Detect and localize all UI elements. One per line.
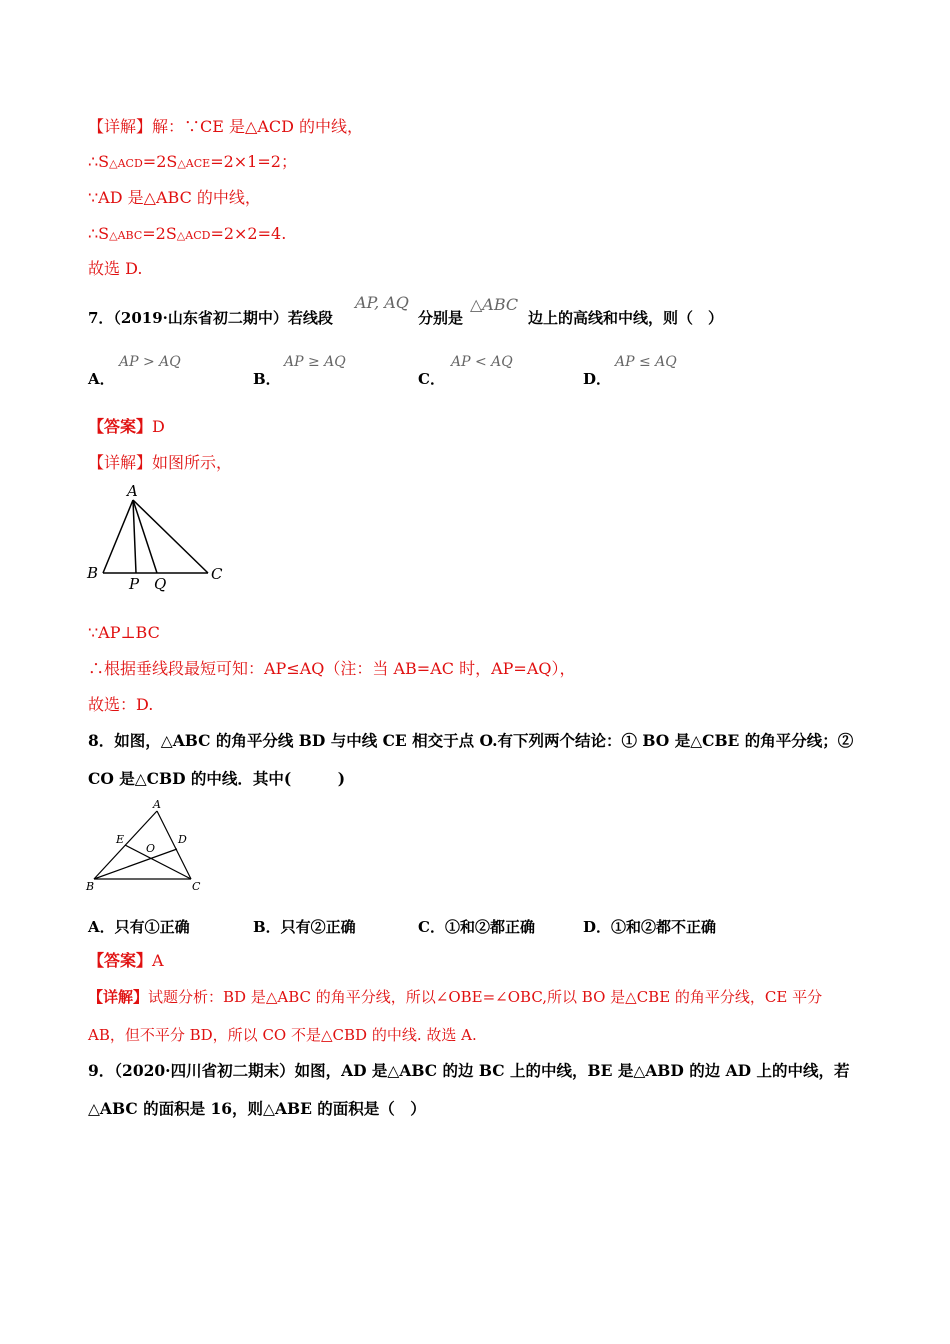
q7-fig-label-b: B — [87, 564, 99, 582]
q8-fig-label-e: E — [116, 833, 125, 846]
q7-option-a: A． — [88, 370, 115, 388]
q7-option-c-math: AP < AQ — [451, 354, 513, 370]
q7-figure-triangle — [84, 480, 234, 595]
q7-option-b-math: AP ≥ AQ — [284, 354, 346, 370]
q9-stem-line2: △ABC 的面积是 16，则△ABE 的面积是（ ） — [88, 1099, 426, 1118]
q7-math-triangle: △ABC — [470, 295, 519, 314]
q8-option-a: A．只有①正确 — [88, 918, 190, 936]
q7-option-b: B． — [253, 370, 281, 388]
q6-solution-line5: 故选 D. — [88, 259, 143, 278]
q7-option-a-math: AP > AQ — [119, 354, 181, 370]
q8-option-c: C．①和②都正确 — [418, 918, 535, 936]
q7-answer-tag: 【答案】 — [88, 417, 153, 436]
q8-detail-tag: 【详解】 — [88, 988, 149, 1006]
q7-fig-label-p: P — [129, 575, 140, 593]
q7-solution-1: ∵AP⊥BC — [88, 623, 160, 642]
q7-option-c: C． — [418, 370, 445, 388]
q7-detail: 【详解】如图所示， — [88, 453, 233, 472]
q6-solution-line1: 【详解】解：∵CE 是△ACD 的中线， — [88, 117, 364, 136]
q6-l4-a: ∴S — [88, 224, 110, 243]
q8-answer-tag: 【答案】 — [88, 951, 153, 970]
q6-l4-c: =2×2=4. — [210, 224, 287, 243]
q8-detail-text1: 试题分析：BD 是△ABC 的角平分线，所以∠OBE=∠OBC,所以 BO 是△CBE 的角平分线，CE 平分 — [148, 988, 823, 1006]
q8-fig-label-o: O — [146, 842, 156, 855]
q7-option-d-math: AP ≤ AQ — [615, 354, 677, 370]
q8-fig-label-a: A — [153, 798, 161, 811]
q7-stem-a: 7．（2019·山东省初二期中）若线段 — [88, 309, 333, 327]
q8-option-d: D．①和②都不正确 — [583, 918, 717, 936]
q8-fig-label-d: D — [178, 833, 187, 846]
q6-solution-line4 — [88, 224, 286, 246]
q8-detail-line2: AB，但不平分 BD，所以 CO 不是△CBD 的中线. 故选 A. — [88, 1026, 477, 1044]
q8-figure-triangle — [84, 796, 214, 896]
q8-answer-value: A — [152, 951, 164, 970]
q7-answer — [88, 417, 165, 437]
q6-l4-b: =2S — [142, 224, 177, 243]
q7-fig-label-c: C — [211, 565, 223, 583]
q7-answer-value: D — [152, 417, 165, 436]
q8-answer — [88, 951, 164, 971]
q6-l2-a: ∴S — [88, 152, 110, 171]
q7-solution-3: 故选：D. — [88, 695, 154, 714]
q6-l2-sub2: △ACE — [177, 157, 211, 170]
q7-stem-c: 边上的高线和中线，则（ ） — [528, 309, 724, 327]
q8-option-b: B．只有②正确 — [253, 918, 356, 936]
q8-detail-line1 — [88, 987, 822, 1007]
q8-stem-line1: 8．如图，△ABC 的角平分线 BD 与中线 CE 相交于点 O.有下列两个结论：① BO 是△CBE 的角平分线；② — [88, 731, 854, 750]
q7-math-ap-aq: AP, AQ — [355, 293, 409, 312]
q7-fig-label-a: A — [127, 482, 138, 500]
q8-stem-line2: CO 是△CBD 的中线．其中( ) — [88, 769, 346, 788]
q7-option-d: D． — [583, 370, 612, 388]
q8-fig-label-b: B — [86, 880, 95, 893]
q6-solution-line3: ∵AD 是△ABC 的中线， — [88, 188, 261, 207]
q7-solution-2: ∴根据垂线段最短可知：AP≤AQ（注：当 AB=AC 时，AP=AQ）， — [88, 659, 576, 678]
q6-solution-line2 — [88, 152, 297, 174]
q6-l2-c: =2×1=2； — [210, 152, 297, 171]
q6-l4-sub2: △ACD — [176, 229, 211, 242]
q8-fig-label-c: C — [192, 880, 201, 893]
q7-fig-label-q: Q — [154, 575, 167, 593]
q9-stem-line1: 9．（2020·四川省初二期末）如图，AD 是△ABC 的边 BC 上的中线，BE 是△ABD 的边 AD 上的中线，若 — [88, 1061, 850, 1080]
q6-l2-sub1: △ACD — [109, 157, 143, 170]
q6-l2-b: =2S — [142, 152, 178, 171]
q7-stem-b: 分别是 — [418, 309, 464, 327]
q6-l4-sub1: △ABC — [109, 229, 143, 242]
